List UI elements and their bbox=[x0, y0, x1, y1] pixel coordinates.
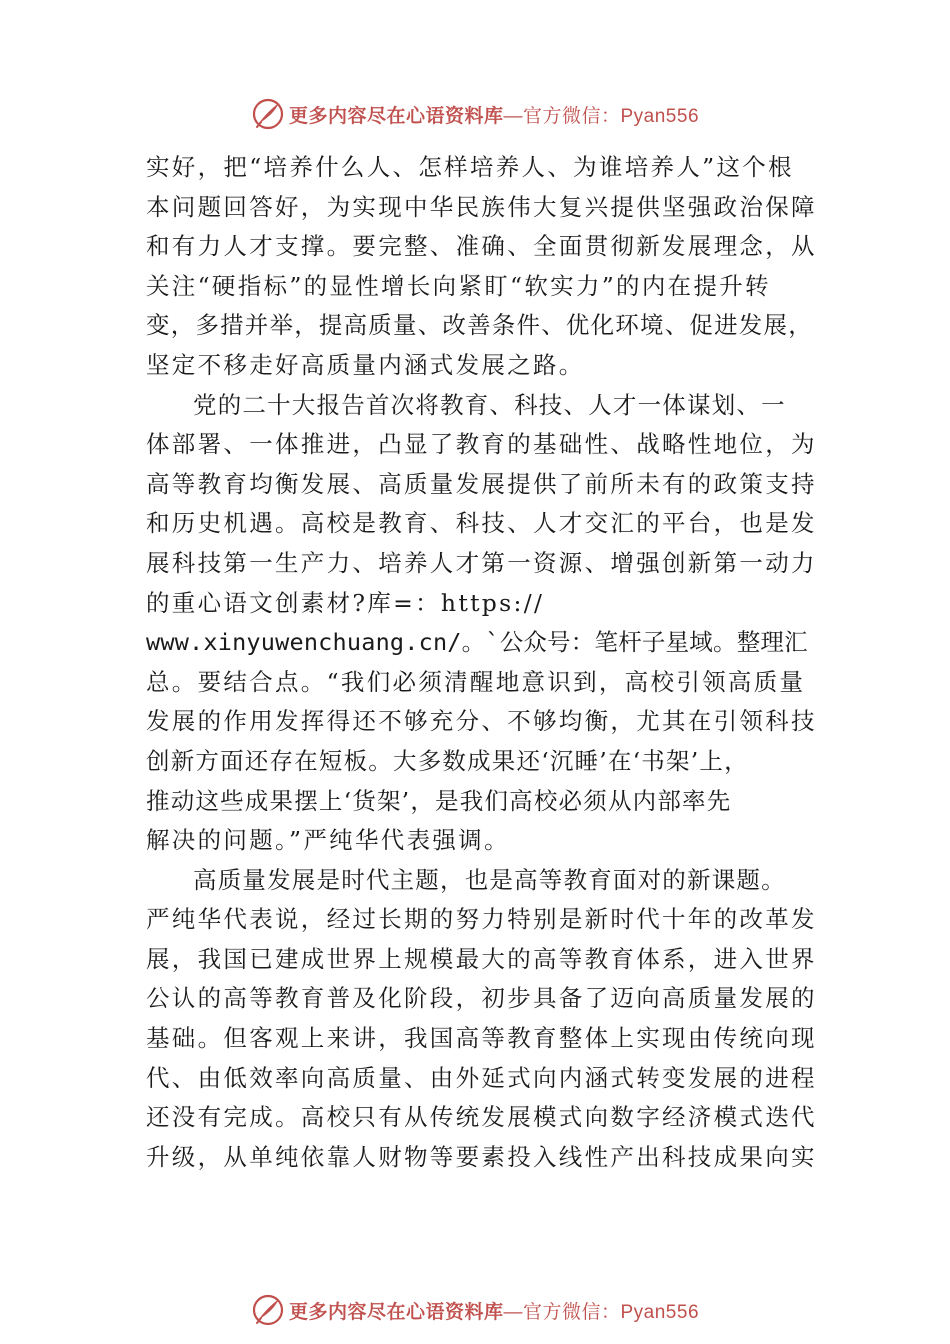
text-line-1: 实好，把“培养什么人、怎样培养人、为谁培养人”这个根 bbox=[146, 153, 794, 181]
footer-wechat: —官方微信：Pyan556 bbox=[503, 1301, 700, 1323]
text-line-11: 展科技第一生产力、培养人才第一资源、增强创新第一动力 bbox=[146, 548, 817, 577]
feather-pen-logo-icon bbox=[251, 1293, 285, 1327]
text-line-6: 坚定不移走好高质量内涵式发展之路。 bbox=[146, 350, 585, 379]
text-line-3: 和有力人才支撑。要完整、准确、全面贯彻新发展理念，从 bbox=[146, 232, 817, 261]
header-title: 更多内容尽在心语资料库 bbox=[288, 104, 504, 127]
text-line-20: 严纯华代表说，经过长期的努力特别是新时代十年的改革发 bbox=[146, 905, 817, 934]
footer-title: 更多内容尽在心语资料库 bbox=[288, 1300, 504, 1323]
footer-banner bbox=[0, 1290, 950, 1330]
header-banner bbox=[0, 94, 950, 134]
text-line-21: 展，我国已建成世界上规模最大的高等教育体系，进入世界 bbox=[146, 944, 817, 973]
text-line-16: 创新方面还存在短板。大多数成果还‘沉睡’在‘书架’上， bbox=[146, 746, 749, 775]
text-line-22: 公认的高等教育普及化阶段，初步具备了迈向高质量发展的 bbox=[146, 984, 817, 1013]
text-line-15: 发展的作用发挥得还不够充分、不够均衡，尤其在引领科技 bbox=[146, 707, 817, 736]
text-line-18: 解决的问题。”严纯华代表强调。 bbox=[146, 826, 510, 855]
document-body bbox=[146, 148, 816, 1177]
text-line-14: 总。要结合点。“我们必须清醒地意识到，高校引领高质量 bbox=[146, 667, 806, 696]
feather-pen-logo-icon bbox=[251, 97, 285, 131]
text-line-2: 本问题回答好，为实现中华民族伟大复兴提供坚强政治保障 bbox=[146, 192, 817, 221]
text-line-10: 和历史机遇。高校是教育、科技、人才交汇的平台，也是发 bbox=[146, 509, 817, 538]
text-line-5: 变，多措并举，提高质量、改善条件、优化环境、促进发展， bbox=[146, 311, 813, 340]
text-line-12: 的重心语文创素材?库=：https:// bbox=[146, 588, 545, 617]
paragraph-2-line-1: 党的二十大报告首次将教育、科技、人才一体谋划、一 bbox=[193, 390, 786, 419]
text-line-24: 代、由低效率向高质量、由外延式向内涵式转变发展的进程 bbox=[146, 1063, 817, 1092]
text-line-4: 关注“硬指标”的显性增长向紧盯“软实力”的内在提升转 bbox=[146, 271, 771, 300]
header-wechat: —官方微信：Pyan556 bbox=[503, 105, 700, 127]
text-line-23: 基础。但客观上来讲，我国高等教育整体上实现由传统向现 bbox=[146, 1024, 817, 1053]
text-line-13-url: www.xinyuwenchuang.cn/。`公众号：笔杆子星域。整理汇 bbox=[146, 628, 808, 657]
paragraph-3-line-1: 高质量发展是时代主题，也是高等教育面对的新课题。 bbox=[193, 865, 786, 894]
text-line-8: 体部署、一体推进，凸显了教育的基础性、战略性地位，为 bbox=[146, 430, 817, 459]
text-line-26: 升级，从单纯依靠人财物等要素投入线性产出科技成果向实 bbox=[146, 1142, 817, 1171]
text-line-25: 还没有完成。高校只有从传统发展模式向数字经济模式迭代 bbox=[146, 1103, 817, 1132]
text-line-17: 推动这些成果摆上‘货架’，是我们高校必须从内部率先 bbox=[146, 786, 732, 815]
text-line-9: 高等教育均衡发展、高质量发展提供了前所未有的政策支持 bbox=[146, 469, 817, 498]
